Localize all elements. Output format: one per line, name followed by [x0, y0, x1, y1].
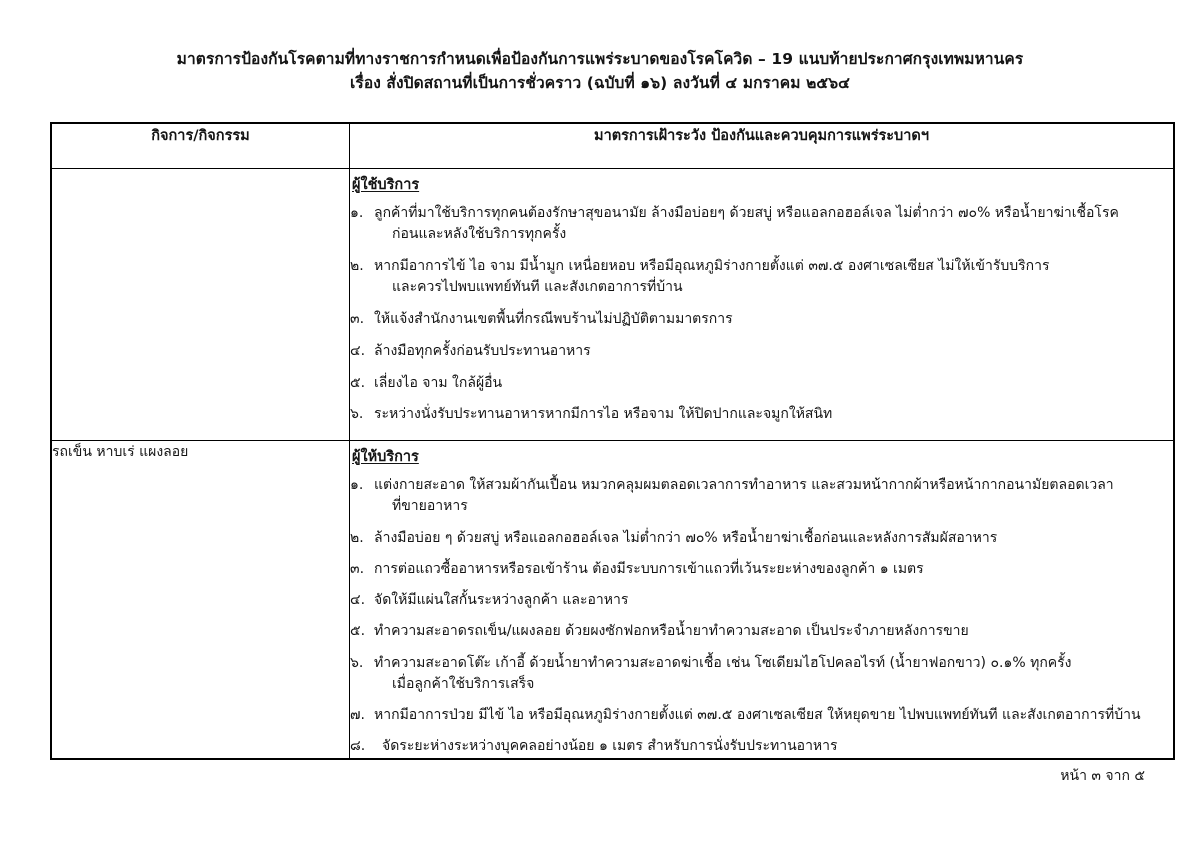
- list-item: [350, 203, 1173, 246]
- list-item-number: ๔.: [350, 592, 366, 609]
- list-item-text: ให้แจ้งสำนักงานเขตพื้นที่กรณีพบร้านไม่ปฏิบัติตามมาตรการ: [374, 311, 733, 328]
- list-item-number: ๖.: [350, 406, 364, 423]
- measures-sub-heading: ผู้ให้บริการ: [352, 449, 419, 465]
- list-item-continuation: เมื่อลูกค้าใช้บริการเสร็จ: [392, 675, 535, 692]
- list-item-text: ล้างมือทุกครั้งก่อนรับประทานอาหาร: [374, 342, 591, 359]
- table-row: [52, 169, 1174, 441]
- list-item: [350, 528, 1173, 549]
- list-item-text: เลี่ยงไอ จาม ใกล้ผู้อื่น: [374, 374, 503, 391]
- list-item-body: [374, 256, 1173, 299]
- list-item-text: หากมีอาการไข้ ไอ จาม มีน้ำมูก เหนื่อยหอบ หรือมีอุณหภูมิร่างกายตั้งแต่ ๓๗.๕ องศาเซลเซียส ไม่ให้เข้ารับบริการ: [374, 258, 1050, 275]
- list-item-text: จัดระยะห่างระหว่างบุคคลอย่างน้อย ๑ เมตร สำหรับการนั่งรับประทานอาหาร: [382, 738, 838, 755]
- list-item-body: [374, 653, 1173, 696]
- list-item-body: [374, 475, 1173, 518]
- table-header-row: [52, 124, 1174, 169]
- list-item-text: จัดให้มีแผ่นใสกั้นระหว่างลูกค้า และอาหาร: [374, 592, 629, 609]
- list-item-number: ๒.: [350, 258, 364, 275]
- activity-cell: [52, 169, 350, 441]
- list-item: [350, 705, 1173, 726]
- table-row: [52, 441, 1174, 759]
- list-item-number: ๒.: [350, 529, 364, 546]
- list-item: [350, 309, 1173, 330]
- list-item: [350, 590, 1173, 611]
- list-item: [350, 736, 1173, 757]
- measures-sub-heading: ผู้ใช้บริการ: [352, 177, 420, 193]
- list-item-body: [374, 528, 1173, 549]
- list-item: [350, 373, 1173, 394]
- list-item-number: ๑.: [350, 477, 364, 493]
- list-item-text: ทำความสะอาดโต๊ะ เก้าอี้ ด้วยน้ำยาทำความสะอาดฆ่าเชื้อ เช่น โซเดียมไฮโปคลอไรท์ (น้ำยาฟอกขาว) ๐.๑% ทุกครั้ง: [374, 654, 1072, 671]
- list-item-body: [374, 590, 1173, 611]
- measures-table: [50, 122, 1175, 760]
- measures-cell: [350, 169, 1174, 441]
- list-item: [350, 404, 1173, 425]
- measure-list: [350, 475, 1173, 758]
- list-item-text: ระหว่างนั่งรับประทานอาหารหากมีการไอ หรือจาม ให้ปิดปากและจมูกให้สนิท: [374, 406, 833, 423]
- list-item-number: ๔.: [350, 342, 366, 359]
- list-item-continuation: ก่อนและหลังใช้บริการทุกครั้ง: [392, 226, 567, 243]
- list-item-number: ๓.: [350, 311, 365, 328]
- list-item-number: ๗.: [350, 707, 365, 724]
- list-item-body: [374, 559, 1173, 580]
- list-item-body: [374, 203, 1173, 246]
- document-title-line-2: เรื่อง สั่งปิดสถานที่เป็นการชั่วคราว (ฉบับที่ ๑๖) ลงวันที่ ๔ มกราคม ๒๕๖๔: [350, 74, 850, 93]
- list-item-text: การต่อแถวซื้ออาหารหรือรอเข้าร้าน ต้องมีระบบการเข้าแถวที่เว้นระยะห่างของลูกค้า ๑ เมตร: [374, 560, 924, 577]
- column-header-measures: มาตรการเฝ้าระวัง ป้องกันและควบคุมการแพร่ระบาดฯ: [350, 124, 1174, 169]
- list-item-body: [374, 705, 1173, 726]
- list-item-text: แต่งกายสะอาด ให้สวมผ้ากันเปื้อน หมวกคลุมผมตลอดเวลาการทำอาหาร และสวมหน้ากากผ้าหรือหน้ากากอนามัยตลอดเวลา: [374, 477, 1114, 493]
- list-item: [350, 653, 1173, 696]
- measures-cell: [350, 441, 1174, 759]
- list-item: [350, 341, 1173, 362]
- list-item-text: หากมีอาการป่วย มีไข้ ไอ หรือมีอุณหภูมิร่างกายตั้งแต่ ๓๗.๕ องศาเซลเซียส ให้หยุดขาย ไปพบแพทย์ทันที และสังเกตอาการที่บ้าน: [374, 707, 1141, 724]
- activity-cell: รถเข็น หาบเร่ แผงลอย: [52, 441, 350, 759]
- list-item-number: ๕.: [350, 623, 366, 640]
- list-item-body: [374, 373, 1173, 394]
- list-item: [350, 559, 1173, 580]
- document-title-line-1: มาตรการป้องกันโรคตามที่ทางราชการกำหนดเพื่อป้องกันการแพร่ระบาดของโรคโควิด – 19 แนบท้ายประกาศกรุงเทพมหานคร: [176, 50, 1024, 68]
- list-item-number: ๓.: [350, 560, 365, 577]
- document-title: [60, 48, 1140, 95]
- list-item: [350, 256, 1173, 299]
- list-item-body: [374, 404, 1173, 425]
- list-item-text: ลูกค้าที่มาใช้บริการทุกคนต้องรักษาสุขอนามัย ล้างมือบ่อยๆ ด้วยสบู่ หรือแอลกอฮอล์เจล ไม่ต่ำกว่า ๗๐% หรือน้ำยาฆ่าเชื้อโรค: [374, 205, 1119, 221]
- list-item: [350, 621, 1173, 642]
- list-item-body: [374, 309, 1173, 330]
- list-item-number: ๖.: [350, 654, 364, 671]
- list-item: [350, 475, 1173, 518]
- page-number-footer: หน้า ๓ จาก ๕: [1060, 768, 1145, 784]
- list-item-number: ๑.: [350, 205, 364, 221]
- measure-list: [350, 203, 1173, 426]
- list-item-text: ล้างมือบ่อย ๆ ด้วยสบู่ หรือแอลกอฮอล์เจล ไม่ต่ำกว่า ๗๐% หรือน้ำยาฆ่าเชื้อก่อนและหลังการสัมผัสอาหาร: [374, 529, 998, 546]
- column-header-activity: กิจการ/กิจกรรม: [52, 124, 350, 169]
- list-item-continuation: และควรไปพบแพทย์ทันที และสังเกตอาการที่บ้าน: [392, 279, 683, 296]
- list-item-body: [374, 341, 1173, 362]
- list-item-body: [382, 736, 1173, 757]
- list-item-body: [374, 621, 1173, 642]
- list-item-number: ๕.: [350, 374, 366, 391]
- list-item-continuation: ที่ขายอาหาร: [392, 498, 468, 515]
- list-item-text: ทำความสะอาดรถเข็น/แผงลอย ด้วยผงซักฟอกหรือน้ำยาทำความสะอาด เป็นประจำภายหลังการขาย: [374, 623, 969, 640]
- list-item-number: ๘.: [350, 738, 366, 755]
